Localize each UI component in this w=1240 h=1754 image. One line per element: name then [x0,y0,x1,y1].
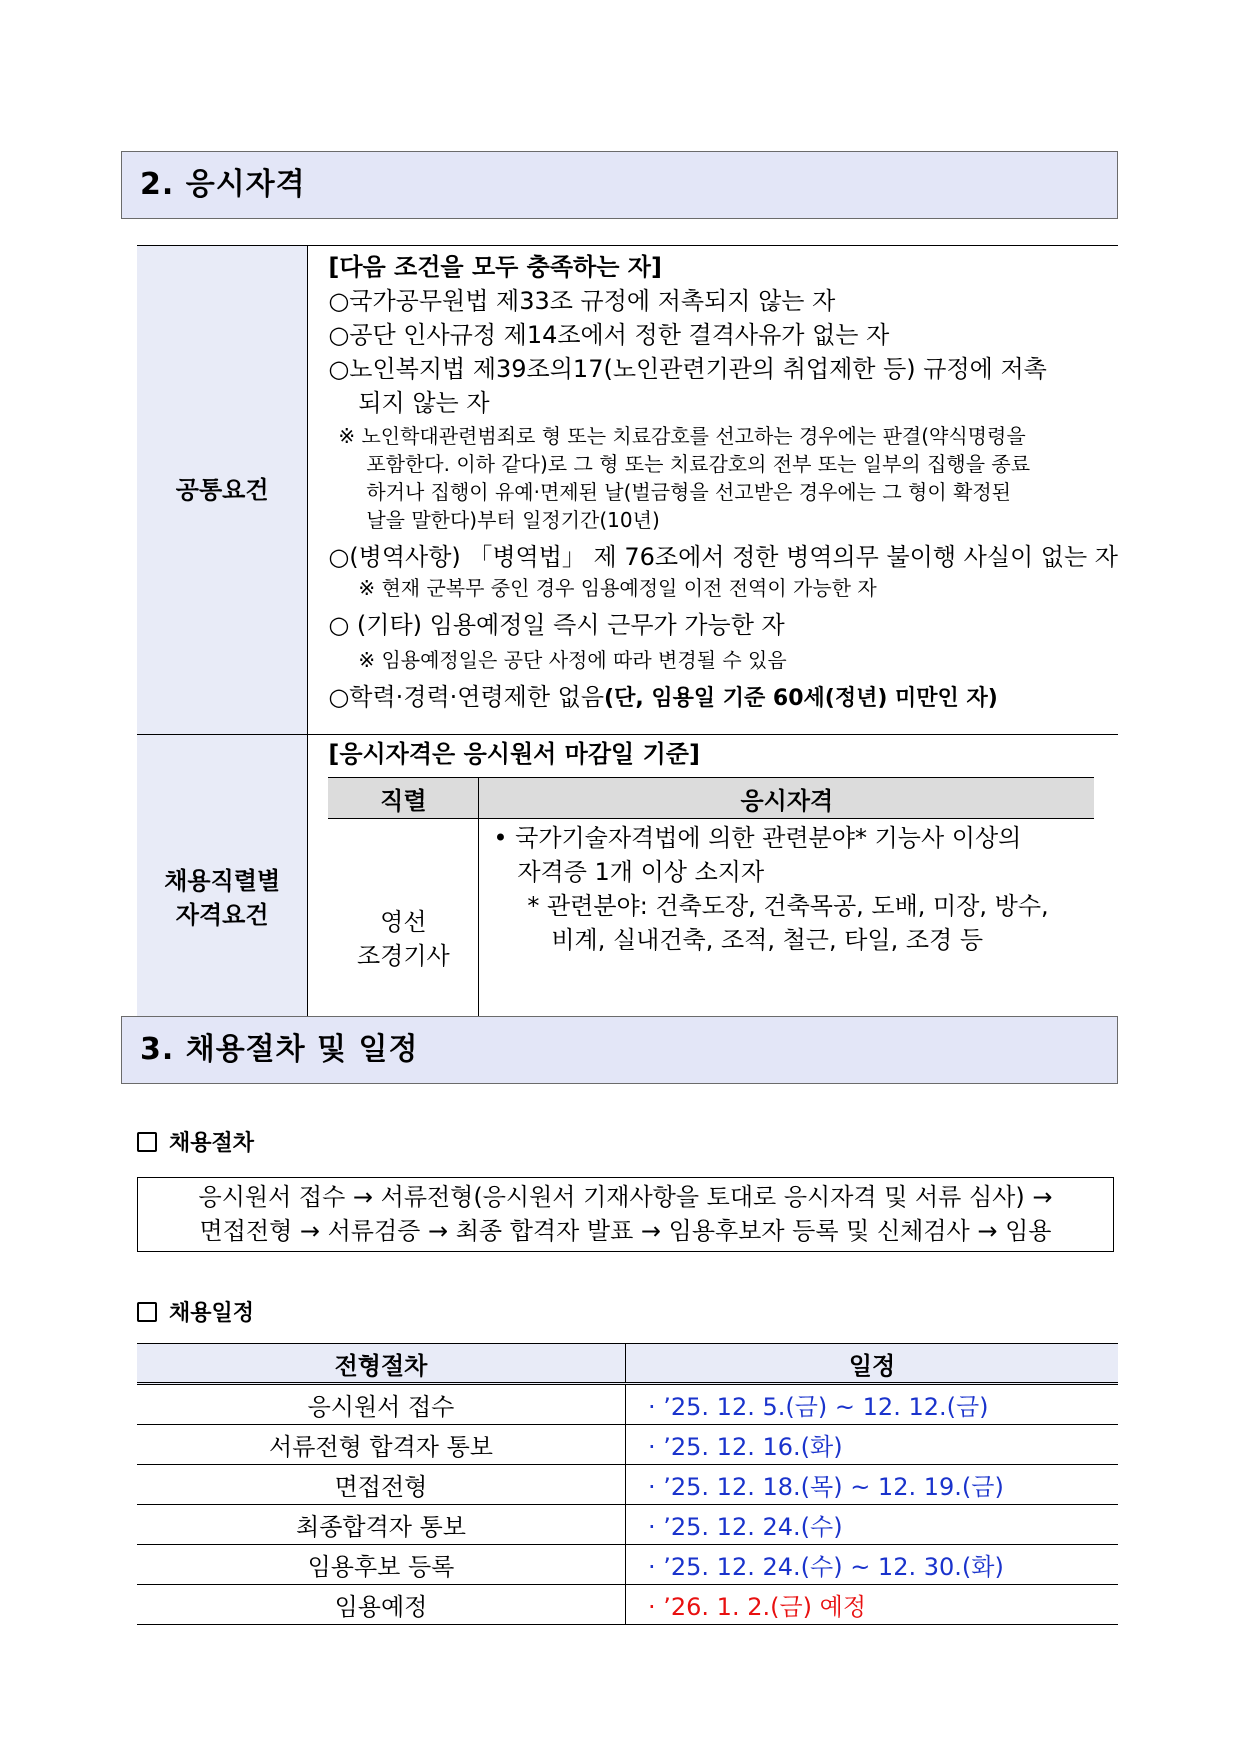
schedule-date: · ’25. 12. 18.(목) ~ 12. 19.(금) [626,1465,1119,1505]
note-1-line-1: ※ 노인학대관련범죄로 형 또는 치료감호를 선고하는 경우에는 판결(약식명령을 [338,424,1026,448]
common-requirements-label: 공통요건 [137,246,308,735]
schedule-step: 임용후보 등록 [137,1545,626,1585]
job-label-line-2: 자격요건 [175,900,269,929]
schedule-step: 면접전형 [137,1465,626,1505]
schedule-subheading-text: 채용일정 [169,1301,255,1326]
schedule-step: 최종합격자 통보 [137,1505,626,1545]
schedule-date: · ’25. 12. 16.(화) [626,1425,1119,1465]
schedule-date: · ’25. 12. 5.(금) ~ 12. 12.(금) [626,1384,1119,1425]
common-item-4: ○(병역사항) 「병역법」 제 76조에서 정한 병역의무 불이행 사실이 없는 자 [328,543,1118,571]
common-item-6-main: ○학력·경력·연령제한 없음 [328,683,605,711]
schedule-step: 임용예정 [137,1585,626,1625]
common-item-6-condition: (단, 임용일 기준 60세(정년) 미만인 자) [604,686,998,711]
table-row [137,1505,1118,1545]
procedure-line-2: 면접전형 → 서류검증 → 최종 합격자 발표 → 임용후보자 등록 및 신체검사 → 임용 [199,1217,1052,1245]
schedule-table [137,1343,1118,1625]
common-item-3: ○노인복지법 제39조의17(노인관련기관의 취업제한 등) 규정에 저촉 [328,355,1047,383]
job-qual-line-1: • 국가기술자격법에 의한 관련분야* 기능사 이상의 [493,824,1022,852]
note-1-line-4: 날을 말한다)부터 일정기간(10년) [366,508,660,532]
job-label-line-1: 채용직렬별 [164,866,281,895]
schedule-step: 서류전형 합격자 통보 [137,1425,626,1465]
qualification-table [137,245,1118,1061]
section-2-header: 2. 응시자격 [121,151,1118,219]
job-qual-line-4: 비계, 실내건축, 조적, 철근, 타일, 조경 등 [551,926,984,954]
schedule-date-highlight: · ’26. 1. 2.(금) 예정 [626,1585,1119,1625]
table-row [137,1465,1118,1505]
job-requirements-content [308,735,1118,1060]
checkbox-square-icon [137,1302,157,1322]
job-qual-line-3: * 관련분야: 건축도장, 건축목공, 도배, 미장, 방수, [527,892,1049,920]
procedure-box [137,1177,1114,1252]
procedure-subheading [137,1126,254,1157]
note-1-line-2: 포함한다. 이하 같다)로 그 형 또는 치료감호의 전부 또는 일부의 집행을 종료 [366,452,1031,476]
common-item-6 [328,680,1118,716]
table-row [137,1425,1118,1465]
common-requirements-content [308,246,1118,716]
job-name-line-2: 조경기사 [356,942,450,970]
schedule-date: · ’25. 12. 24.(수) ~ 12. 30.(화) [626,1545,1119,1585]
job-col-header: 직렬 [328,778,479,819]
schedule-step-header: 전형절차 [137,1344,626,1384]
common-item-1: ○국가공무원법 제33조 규정에 저촉되지 않는 자 [328,287,836,315]
schedule-date: · ’25. 12. 24.(수) [626,1505,1119,1545]
note-1-line-3: 하거나 집행이 유예·면제된 날(벌금형을 선고받은 경우에는 그 형이 확정된 [366,480,1011,504]
job-requirements-row [137,735,1118,1061]
note-3: ※ 임용예정일은 공단 사정에 따라 변경될 수 있음 [358,648,787,672]
schedule-subheading [137,1296,254,1327]
job-heading: [응시자격은 응시원서 마감일 기준] [328,740,700,768]
procedure-line-1: 응시원서 접수 → 서류전형(응시원서 기재사항을 토대로 응시자격 및 서류 심사) → [198,1183,1053,1211]
note-2: ※ 현재 군복무 중인 경우 임용예정일 이전 전역이 가능한 자 [358,576,877,600]
table-row [137,1545,1118,1585]
schedule-date-header: 일정 [626,1344,1119,1384]
table-row [137,1384,1118,1425]
common-item-3-cont: 되지 않는 자 [358,389,490,417]
procedure-subheading-text: 채용절차 [169,1131,255,1156]
schedule-step: 응시원서 접수 [137,1384,626,1425]
job-name-line-1: 영선 [380,908,427,936]
common-item-2: ○공단 인사규정 제14조에서 정한 결격사유가 없는 자 [328,321,890,349]
section-3-header: 3. 채용절차 및 일정 [121,1016,1118,1084]
common-item-5: ○ (기타) 임용예정일 즉시 근무가 가능한 자 [328,611,785,639]
checkbox-square-icon [137,1132,157,1152]
common-heading: [다음 조건을 모두 충족하는 자] [328,253,662,281]
common-requirements-row [137,246,1118,735]
table-row [137,1585,1118,1625]
job-requirements-label [137,735,308,1061]
job-qual-line-2: 자격증 1개 이상 소지자 [517,858,765,886]
qualification-col-header: 응시자격 [479,778,1095,819]
